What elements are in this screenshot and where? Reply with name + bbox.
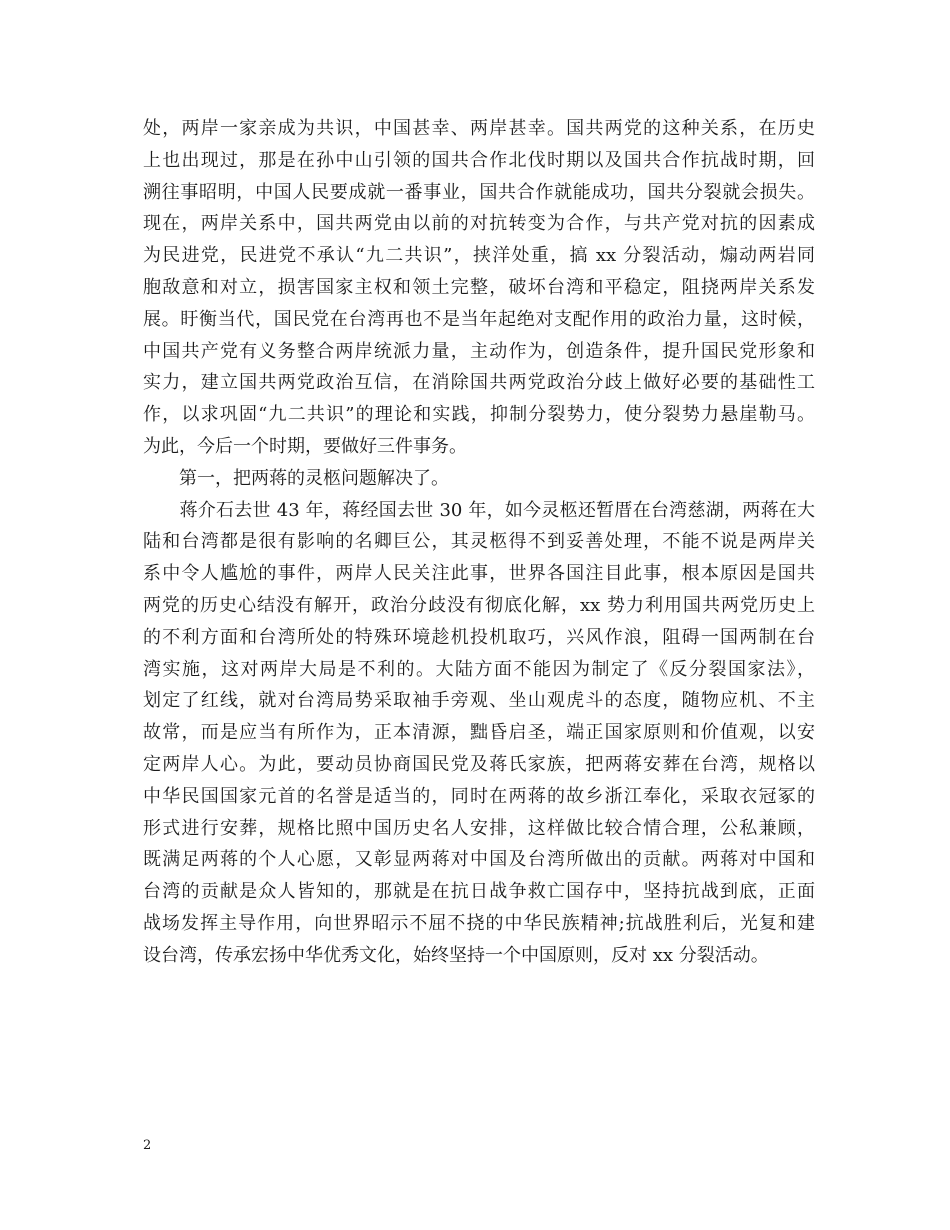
text-line: 作，以求巩固“九二共识”的理论和实践，抑制分裂势力，使分裂势力悬崖勒马。 xyxy=(143,404,815,426)
text-line: 形式进行安葬，规格比照中国历史名人安排，这样做比较合情合理，公私兼顾， xyxy=(143,817,815,839)
text-line: 既满足两蒋的个人心愿，又彰显两蒋对中国及台湾所做出的贡献。两蒋对中国和 xyxy=(143,849,815,871)
text-line: 实力，建立国共两党政治互信，在消除国共两党政治分歧上做好必要的基础性工 xyxy=(143,372,815,394)
text-line: 湾实施，这对两岸大局是不利的。大陆方面不能因为制定了《反分裂国家法》， xyxy=(143,658,815,680)
text-line: 系中令人尴尬的事件，两岸人民关注此事，世界各国注目此事，根本原因是国共 xyxy=(143,563,815,585)
body-text xyxy=(143,113,815,972)
text-line: 现在，两岸关系中，国共两党由以前的对抗转变为合作，与共产党对抗的因素成 xyxy=(143,213,815,235)
text-line: 设台湾，传承宏扬中华优秀文化，始终坚持一个中国原则，反对 xx 分裂活动。 xyxy=(143,944,769,966)
text-line: 定两岸人心。为此，要动员协商国民党及蒋氏家族，把两蒋安葬在台湾，规格以 xyxy=(143,753,815,775)
text-line: 故常，而是应当有所作为，正本清源，黜昏启圣，端正国家原则和价值观，以安 xyxy=(143,722,815,744)
text-line: 陆和台湾都是很有影响的名卿巨公，其灵柩得不到妥善处理，不能不说是两岸关 xyxy=(143,531,815,553)
text-line: 处，两岸一家亲成为共识，中国甚幸、两岸甚幸。国共两党的这种关系，在历史 xyxy=(143,118,815,139)
text-line: 上也出现过，那是在孙中山引领的国共合作北伐时期以及国共合作抗战时期，回 xyxy=(143,149,815,171)
text-line: 为此，今后一个时期，要做好三件事务。 xyxy=(143,435,467,457)
text-line: 为民进党，民进党不承认“九二共识”，挟洋处重，搞 xx 分裂活动，煽动两岩同 xyxy=(143,245,815,267)
text-line: 的不利方面和台湾所处的特殊环境趁机投机取巧，兴风作浪，阻碍一国两制在台 xyxy=(143,626,815,648)
text-line: 中国共产党有义务整合两岸统派力量，主动作为，创造条件，提升国民党形象和 xyxy=(143,340,815,362)
text-line: 两党的历史心结没有解开，政治分歧没有彻底化解，xx 势力利用国共两党历史上 xyxy=(143,594,815,616)
text-line: 战场发挥主导作用，向世界昭示不屈不挠的中华民族精神;抗战胜利后，光复和建 xyxy=(143,912,815,934)
text-line: 蒋介石去世 43 年，蒋经国去世 30 年，如今灵柩还暂厝在台湾慈湖，两蒋在大 xyxy=(143,499,815,521)
text-line: 中华民国国家元首的名誉是适当的，同时在两蒋的故乡浙江奉化，采取衣冠冢的 xyxy=(143,785,815,807)
page-number: 2 xyxy=(143,1138,152,1153)
text-line: 展。盱衡当代，国民党在台湾再也不是当年起绝对支配作用的政治力量，这时候， xyxy=(143,308,815,330)
text-line: 划定了红线，就对台湾局势采取袖手旁观、坐山观虎斗的态度，随物应机、不主 xyxy=(143,690,815,712)
text-line: 台湾的贡献是众人皆知的，那就是在抗日战争救亡国存中，坚持抗战到底，正面 xyxy=(143,881,815,903)
text-line: 第一，把两蒋的灵柩问题解决了。 xyxy=(143,467,449,489)
text-line: 胞敌意和对立，损害国家主权和领土完整，破坏台湾和平稳定，阻挠两岸关系发 xyxy=(143,276,815,298)
text-line: 溯往事昭明，中国人民要成就一番事业，国共合作就能成功，国共分裂就会损失。 xyxy=(143,181,815,203)
